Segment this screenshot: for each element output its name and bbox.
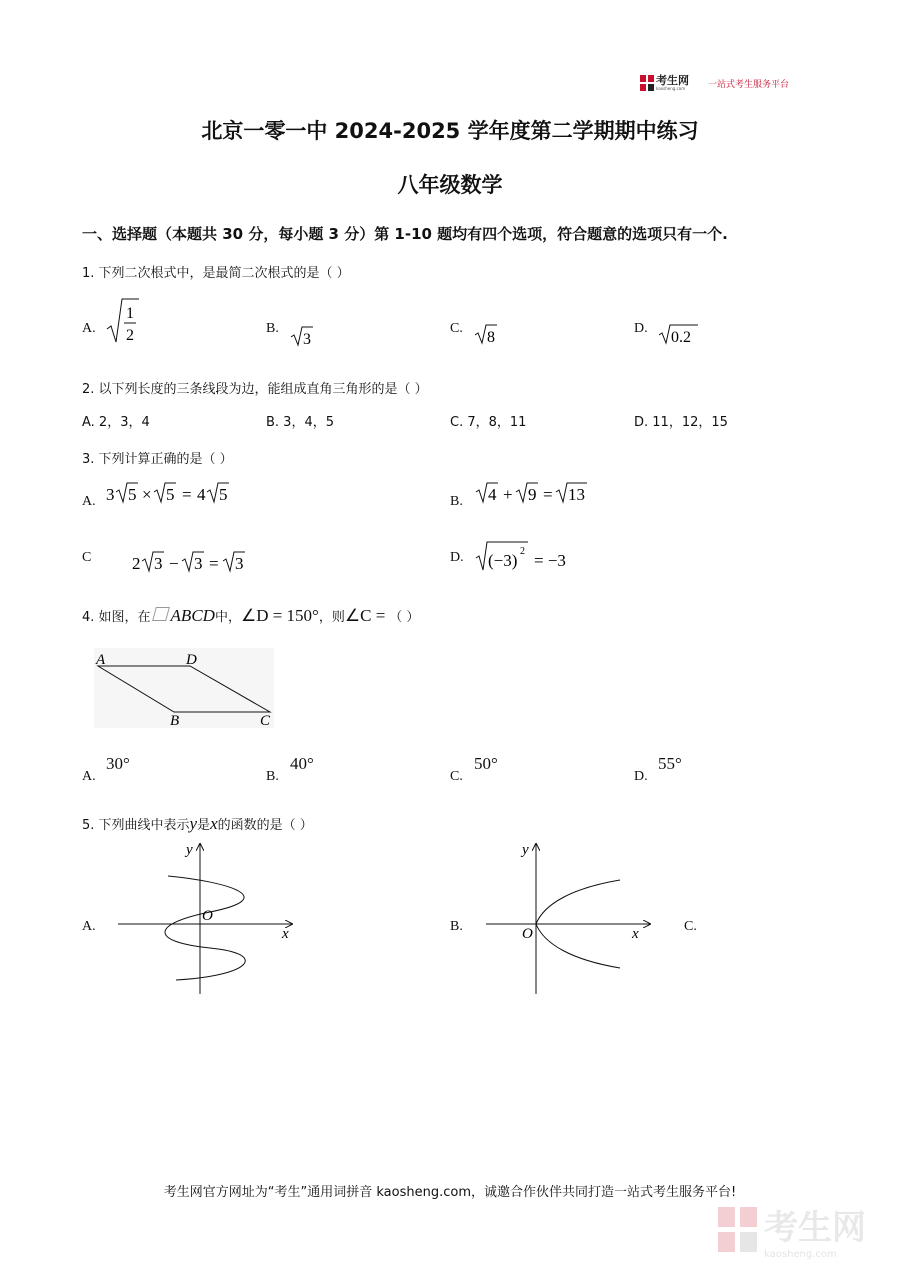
- graph-a-x-label: x: [282, 926, 289, 942]
- page-subtitle: 八年级数学: [397, 173, 503, 197]
- q1-c-radicand: 8: [487, 329, 495, 345]
- svg-text:9: 9: [528, 485, 537, 504]
- q3-option-d-math: [474, 538, 584, 574]
- svg-text:5: 5: [128, 485, 137, 504]
- svg-text:3: 3: [194, 554, 203, 573]
- q4-option-c-label: C.: [450, 769, 463, 784]
- q1-a-denominator: 2: [126, 327, 134, 344]
- q3-option-a-label: A.: [82, 494, 96, 509]
- q3-option-c-label: C: [82, 550, 92, 565]
- q1-option-c-math: [474, 323, 498, 345]
- graph-a-y-label: y: [186, 842, 193, 858]
- watermark-text: 考生网: [764, 1208, 866, 1248]
- q5-var-x: x: [210, 814, 218, 833]
- svg-text:3: 3: [235, 554, 244, 573]
- svg-text:=: =: [209, 554, 219, 573]
- fig-label-a: A: [96, 652, 106, 668]
- q3-option-b-math: [474, 478, 594, 506]
- q4-parallelogram-figure: [94, 648, 274, 728]
- fig-label-b: B: [170, 713, 180, 728]
- q5-stem-mid: 是: [197, 818, 211, 833]
- watermark-domain: kaosheng.com: [764, 1249, 837, 1260]
- fig-label-c: C: [260, 713, 271, 728]
- parallelogram-icon: [152, 607, 170, 621]
- q4-stem: [82, 606, 419, 626]
- q4-angle-d: ∠D = 150°: [240, 606, 319, 625]
- q4-option-d-label: D.: [634, 769, 648, 784]
- svg-text:= −3: = −3: [534, 551, 566, 570]
- q4-stem-post1: 中，: [214, 610, 241, 625]
- q1-option-b-math: [290, 325, 314, 347]
- svg-text:+: +: [503, 485, 513, 504]
- q5-var-y: y: [189, 814, 198, 833]
- svg-text:=: =: [543, 485, 553, 504]
- svg-text:−: −: [169, 554, 179, 573]
- brand-domain: kaosheng.com: [656, 85, 686, 91]
- svg-text:5: 5: [219, 485, 228, 504]
- graph-a-origin: O: [202, 908, 213, 924]
- watermark: [718, 1200, 866, 1260]
- q1-option-a-math: [105, 296, 141, 346]
- graph-b-y-label: y: [522, 842, 529, 858]
- q3-option-d-label: D.: [450, 550, 464, 565]
- kaosheng-logo-icon: [640, 75, 654, 91]
- q5-stem: [82, 814, 313, 834]
- graph-b-origin: O: [522, 926, 533, 942]
- fig-label-d: D: [186, 652, 197, 668]
- q1-b-radicand: 3: [303, 331, 311, 347]
- q5-stem-post: 的函数的是（ ）: [217, 818, 313, 833]
- q5-stem-pre: 5. 下列曲线中表示: [82, 818, 190, 833]
- svg-text:(−3): (−3): [488, 551, 518, 570]
- svg-text:=: =: [182, 485, 192, 504]
- brand-logo: [640, 73, 702, 93]
- q1-option-d-math: [658, 323, 700, 345]
- q1-option-c-label: C.: [450, 321, 463, 336]
- q4-stem-pre: 4. 如图，在: [82, 610, 151, 625]
- q5-option-c-label: C.: [684, 919, 697, 934]
- q3-option-b-label: B.: [450, 494, 463, 509]
- svg-text:3: 3: [106, 485, 115, 504]
- svg-text:4: 4: [197, 485, 206, 504]
- q4-option-a-label: A.: [82, 769, 96, 784]
- q1-a-numerator: 1: [126, 305, 134, 322]
- section-heading: 一、选择题（本题共 30 分，每小题 3 分）第 1-10 题均有四个选项，符合题意的选项只有一个.: [82, 225, 728, 243]
- watermark-logo-icon: [718, 1207, 758, 1253]
- graph-b-x-label: x: [632, 926, 639, 942]
- footer-note: 考生网官方网址为“考生”通用词拼音 kaosheng.com，诚邀合作伙伴共同打造一站式考生服务平台!: [163, 1185, 737, 1200]
- q5-option-a-label: A.: [82, 919, 96, 934]
- brand-name: 考生网: [656, 73, 689, 87]
- q3-option-c-math: [130, 547, 250, 575]
- svg-text:4: 4: [488, 485, 497, 504]
- q1-d-radicand: 0.2: [671, 329, 691, 345]
- q4-angle-c: ∠C =: [344, 606, 386, 625]
- q4-option-d-value: 55°: [658, 754, 682, 773]
- q3-stem: 3. 下列计算正确的是（ ）: [82, 452, 233, 467]
- q4-parallelogram-name: ABCD: [170, 606, 215, 625]
- q1-option-b-label: B.: [266, 321, 279, 336]
- q2-option-c: C. 7，8，11: [450, 415, 527, 430]
- brand-header: [640, 73, 789, 93]
- svg-text:3: 3: [154, 554, 163, 573]
- q5-graph-a: [110, 838, 300, 998]
- svg-text:×: ×: [142, 485, 152, 504]
- q4-stem-end: （ ）: [389, 610, 420, 625]
- q1-option-d-label: D.: [634, 321, 648, 336]
- q4-stem-post2: ，则: [318, 610, 345, 625]
- q2-option-a: A. 2，3，4: [82, 415, 150, 430]
- q2-option-b: B. 3，4，5: [266, 415, 334, 430]
- brand-slogan: 一站式考生服务平台: [708, 79, 790, 90]
- q1-stem: 1. 下列二次根式中，是最简二次根式的是（ ）: [82, 266, 350, 281]
- q5-graph-b: [482, 838, 672, 998]
- svg-text:2: 2: [520, 546, 525, 557]
- q2-option-d: D. 11，12，15: [634, 415, 728, 430]
- q4-option-c-value: 50°: [474, 754, 498, 773]
- q1-option-a-label: A.: [82, 321, 96, 336]
- q3-option-a-math: [104, 478, 234, 506]
- q4-option-a-value: 30°: [106, 754, 130, 773]
- svg-text:13: 13: [568, 485, 585, 504]
- q5-option-b-label: B.: [450, 919, 463, 934]
- svg-text:2: 2: [132, 554, 141, 573]
- q2-stem: 2. 以下列长度的三条线段为边，能组成直角三角形的是（ ）: [82, 382, 428, 397]
- svg-text:5: 5: [166, 485, 175, 504]
- q4-option-b-label: B.: [266, 769, 279, 784]
- q4-option-b-value: 40°: [290, 754, 314, 773]
- page-title: 北京一零一中 2024-2025 学年度第二学期期中练习: [201, 119, 699, 143]
